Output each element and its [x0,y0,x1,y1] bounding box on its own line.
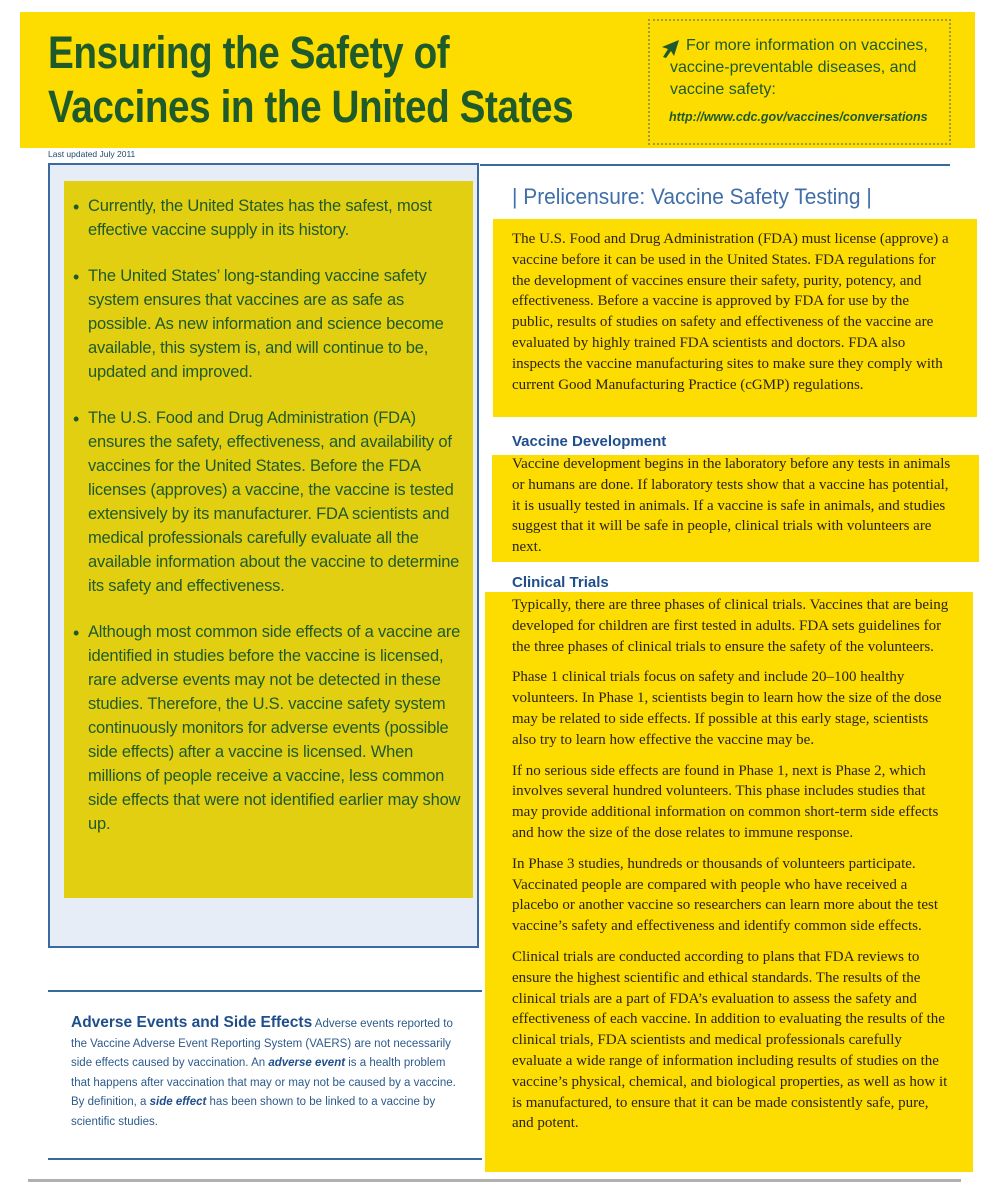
more-info-box [648,19,951,145]
paragraph: In Phase 3 studies, hundreds or thousands of volunteers participate. Vaccinated people are compared with people who have received a placebo or another vaccine so researchers can learn more about the test vaccine’s safety and effectiveness and identify common side effects. [512,855,939,935]
list-item: • The United States’ long-standing vaccine safety system ensures that vaccines are as safe as possible. As new information and science become available, this system is, and will continue to be, updated and improved. [70,264,465,384]
list-item: • The U.S. Food and Drug Administration (FDA) ensures the safety, effectiveness, and availability of vaccines for the United States. Before the FDA licenses (approves) a vaccine, the vaccine is tested extensively by its manufacturer. FDA scientists and medical professionals carefully evaluate all the available information about the vaccine to determine its safety and effectiveness. [70,406,465,598]
divider-top-right [480,164,950,166]
paragraph: Phase 1 clinical trials focus on safety and include 20–100 healthy volunteers. In Phase 1, scientists begin to learn how the size of the dose may be related to side effects. If possible at this early stage, scientists also try to learn how effective the vaccine may be. [512,669,942,748]
title-line-2: Vaccines in the United States [48,81,574,132]
paragraph: If no serious side effects are found in Phase 1, next is Phase 2, which involves several hundred volunteers. This phase includes studies that may provide additional information on common short-term side effects and how the size of the dose relates to immune response. [512,762,939,841]
vaccine-development-text: Vaccine development begins in the laboratory before any tests in animals or humans are done. If laboratory tests show that a vaccine has potential, it is usually tested in animals. If a vaccine is safe in animals, and studies suggest that it will be safe in people, clinical trials with volunteers are next. [512,456,951,556]
title-line-1: Ensuring the Safety of [48,27,450,78]
divider-adverse-top [48,990,482,992]
clinical-trials-heading: Clinical Trials [512,574,609,591]
paragraph: Clinical trials are conducted according to plans that FDA reviews to ensure the highest scientific and ethical standards. The results of the clinical trials are a part of FDA’s evaluation to assess the safety and effectiveness of each vaccine. In addition to evaluating the results of the clinical trials, FDA scientists and medical professionals carefully evaluate a wide range of information including results of studies on the vaccine’s physical, chemical, and biological properties, as well as how it is manufactured, to ensure that it can be made consistently safe, pure, and potent. [512,948,948,1132]
list-item: • Although most common side effects of a vaccine are identified in studies before the vaccine is licensed, rare adverse events may not be detected in these studies. Therefore, the U.S. vaccine safety system continuously monitors for adverse events (possible side effects) after a vaccine is licensed. When millions of people receive a vaccine, less common side effects that were not identified earlier may show up. [70,620,465,836]
clinical-trials-text [512,595,952,1144]
cdc-link[interactable]: http://www.cdc.gov/vaccines/conversations [669,110,928,124]
list-item: • Currently, the United States has the safest, most effective vaccine supply in its history. [70,194,465,242]
more-info-text: For more information on vaccines, vaccine-preventable diseases, and vaccine safety: [670,37,928,98]
term-side-effect: side effect [149,1096,207,1108]
term-adverse-event: adverse event [268,1057,346,1069]
vaccine-development-heading: Vaccine Development [512,433,667,450]
paragraph: Typically, there are three phases of clinical trials. Vaccines that are being developed for children are first tested in adults. FDA sets guidelines for the three phases of clinical trials to ensure the safety of the volunteers. [512,597,949,655]
section-heading: | Prelicensure: Vaccine Safety Testing | [512,184,872,209]
page-bottom-rule [28,1179,961,1182]
divider-adverse-bottom [48,1158,482,1160]
adverse-events-box: Adverse Events and Side Effects Adverse events reported to the Vaccine Adverse Event Reporting System (VAERS) are not necessarily side effects caused by vaccination. An adverse event is a health problem that happens after vaccination that may or may not be caused by a vaccine. By definition, a side effect has been shown to be linked to a vaccine by scientific studies. [71,1014,456,1128]
page-title [48,26,573,134]
intro-paragraph: The U.S. Food and Drug Administration (FDA) must license (approve) a vaccine before it can be used in the United States. FDA regulations for the development of vaccines ensure their safety, purity, potency, and effectiveness. Before a vaccine is approved by FDA for use by the public, results of studies on safety and effectiveness of the vaccine are evaluated by highly trained FDA scientists and doctors. FDA also inspects the vaccine manufacturing sites to make sure they comply with current Good Manufacturing Practice (cGMP) regulations. [512,231,949,393]
adverse-events-title: Adverse Events and Side Effects [71,1014,313,1031]
key-points-list [70,194,465,858]
last-updated-label: Last updated July 2011 [48,149,136,159]
